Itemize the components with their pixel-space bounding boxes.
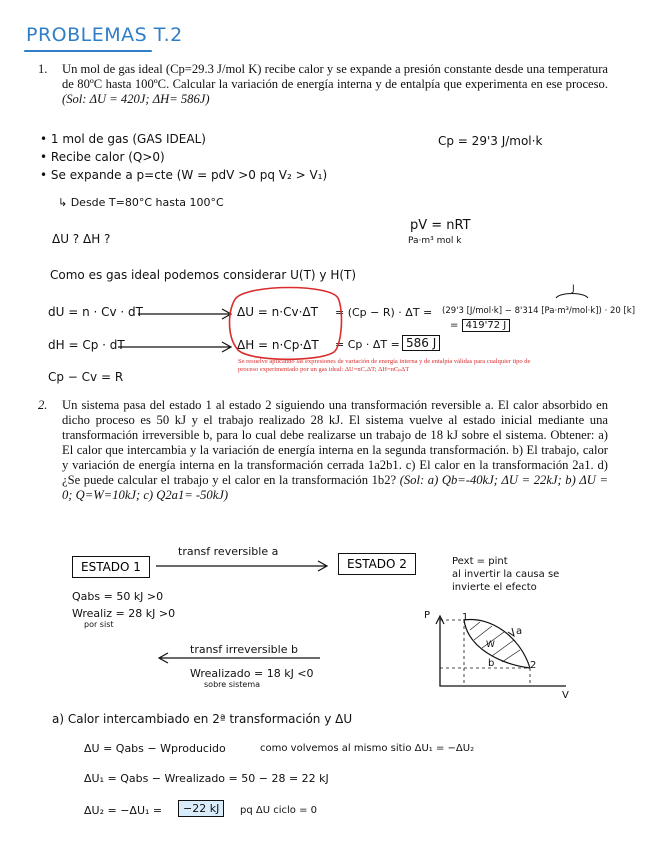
problem-2-solution: (Sol: a) Qb=-40kJ; ΔU = 22kJ; b) ΔU = 0; Q=W=10kJ; c) Q2a1= -50kJ) xyxy=(62,473,608,502)
note-dh-right: ΔH = n·Cp·ΔT xyxy=(237,338,319,352)
estado-1-box: ESTADO 1 xyxy=(72,556,150,578)
note-pv-units: Pa·m³ mol k xyxy=(408,236,462,246)
pv-label-b: b xyxy=(488,658,495,669)
a-result-box: −22 kJ xyxy=(178,800,224,817)
arrow-transf-a xyxy=(156,561,327,571)
note-bullet-3: • Se expande a p=cte (W = pdV >0 pq V₂ > V₁) xyxy=(40,168,328,182)
note-arrow-line: ↳ Desde T=80°C hasta 100°C xyxy=(58,196,224,209)
pv-dashed-2 xyxy=(440,668,530,686)
note-j-mark: J xyxy=(572,284,575,294)
arrow-du xyxy=(138,309,231,319)
pv-dashed-1 xyxy=(440,620,464,686)
red-ellipse xyxy=(230,288,342,360)
note-wb: Wrealizado = 18 kJ <0 xyxy=(190,667,314,680)
note-pext-1: Pext = pint xyxy=(452,556,508,567)
problem-2-text: Un sistema pasa del estado 1 al estado 2 siguiendo una transformación reversible a. El calor absorbido en dicho proceso es 50 kJ y el trabajo realizado 28 kJ. El sistema vuelve al estado inicial mediante una transformación irreversible b, para lo cual debe realizarse un trabajo de 18 kJ sobre el sistema. Obtener: a) El calor que intercambia y la variación de energía interna en la segunda transformación. b) El trabajo, calor y variación de energía interna en la transformación cerrada 1a2b1. c) El calor en la transformación 2a1. d) ¿Se puede calcular el trabajo y el calor en la transformación 1b2? xyxy=(62,398,608,487)
note-du-left: dU = n · Cv · dT xyxy=(48,305,144,319)
arrow-transf-b xyxy=(159,653,320,663)
note-wb-sub: sobre sistema xyxy=(204,680,261,689)
pv-point-2: 2 xyxy=(530,660,537,671)
note-pv: pV = nRT xyxy=(410,218,471,233)
note-transf-a: transf reversible a xyxy=(178,545,279,558)
note-a-line3-left: ΔU₂ = −ΔU₁ = xyxy=(84,804,163,817)
pv-axes xyxy=(440,618,566,686)
note-a-line3-right: pq ΔU ciclo = 0 xyxy=(240,805,317,816)
note-du-right: ΔU = n·Cv·ΔT xyxy=(237,305,318,319)
dh-result-box: 586 J xyxy=(402,335,440,351)
pv-axis-p: P xyxy=(424,610,431,621)
pv-label-a: a xyxy=(516,626,523,637)
note-a-line2: ΔU₁ = Qabs − Wrealizado = 50 − 28 = 22 kJ xyxy=(84,772,329,785)
note-qabs: Qabs = 50 kJ >0 xyxy=(72,590,164,603)
note-pext-3: invierte el efecto xyxy=(452,582,537,593)
note-du-result: = 419'72 J xyxy=(450,320,510,331)
page-title: PROBLEMAS T.2 xyxy=(26,24,183,46)
note-bullet-2: • Recibe calor (Q>0) xyxy=(40,150,165,164)
note-ideal-line: Como es gas ideal podemos considerar U(T) y H(T) xyxy=(50,268,357,282)
note-a-line1-note: como volvemos al mismo sitio ΔU₁ = −ΔU₂ xyxy=(260,743,475,754)
pv-point-1: 1 xyxy=(462,612,469,623)
problem-1-number: 1. xyxy=(38,62,48,76)
j-bracket xyxy=(556,294,588,299)
note-du-eq: = (Cp − R) · ΔT = xyxy=(335,306,433,319)
problem-1-text: Un mol de gas ideal (Cp=29.3 J/mol K) recibe calor y se expande a presión constante desde una temperatura de 80ºC hasta 100ºC. Calcular la variación de energía interna y de entalpía que experimenta en ese proceso. xyxy=(62,62,609,91)
note-wreal: Wrealiz = 28 kJ >0 xyxy=(72,607,176,620)
note-du-calc: (29'3 [J/mol·k] − 8'314 [Pa·m³/mol·k]) · 20 [k] xyxy=(442,306,636,316)
note-wreal-sub: por sist xyxy=(84,620,114,629)
note-a-line1: ΔU = Qabs − Wproducido xyxy=(84,742,226,755)
note-du-dh: ΔU ? ΔH ? xyxy=(52,232,111,246)
note-pext-2: al invertir la causa se xyxy=(452,569,560,580)
note-transf-b: transf irreversible b xyxy=(190,643,298,656)
du-result-box: 419'72 J xyxy=(462,319,511,332)
note-bullet-1: • 1 mol de gas (GAS IDEAL) xyxy=(40,132,206,146)
pv-label-w: W xyxy=(486,640,495,650)
arrow-dh xyxy=(118,342,231,352)
red-annotation: Se resuelve aplicando las expresiones de variación de energía interna y de entalpía válidas para cualquier tipo de proceso experimentado por un gas ideal: ΔU=nCᵥΔT; ΔH=nCₚΔT xyxy=(238,358,531,373)
pv-axis-v: V xyxy=(562,690,569,701)
note-cp: Cp = 29'3 J/mol·k xyxy=(438,134,543,148)
note-dh-left: dH = Cp · dT xyxy=(48,338,125,352)
estado-2-box: ESTADO 2 xyxy=(338,553,416,575)
note-a-heading: a) Calor intercambiado en 2ª transformación y ΔU xyxy=(52,712,353,726)
note-dh-eq: = Cp · ΔT = xyxy=(335,338,400,351)
problem-1-solution: (Sol: ΔU = 420J; ΔH= 586J) xyxy=(62,92,210,106)
problem-2-number: 2. xyxy=(38,398,48,412)
note-cp-cv: Cp − Cv = R xyxy=(48,370,124,384)
